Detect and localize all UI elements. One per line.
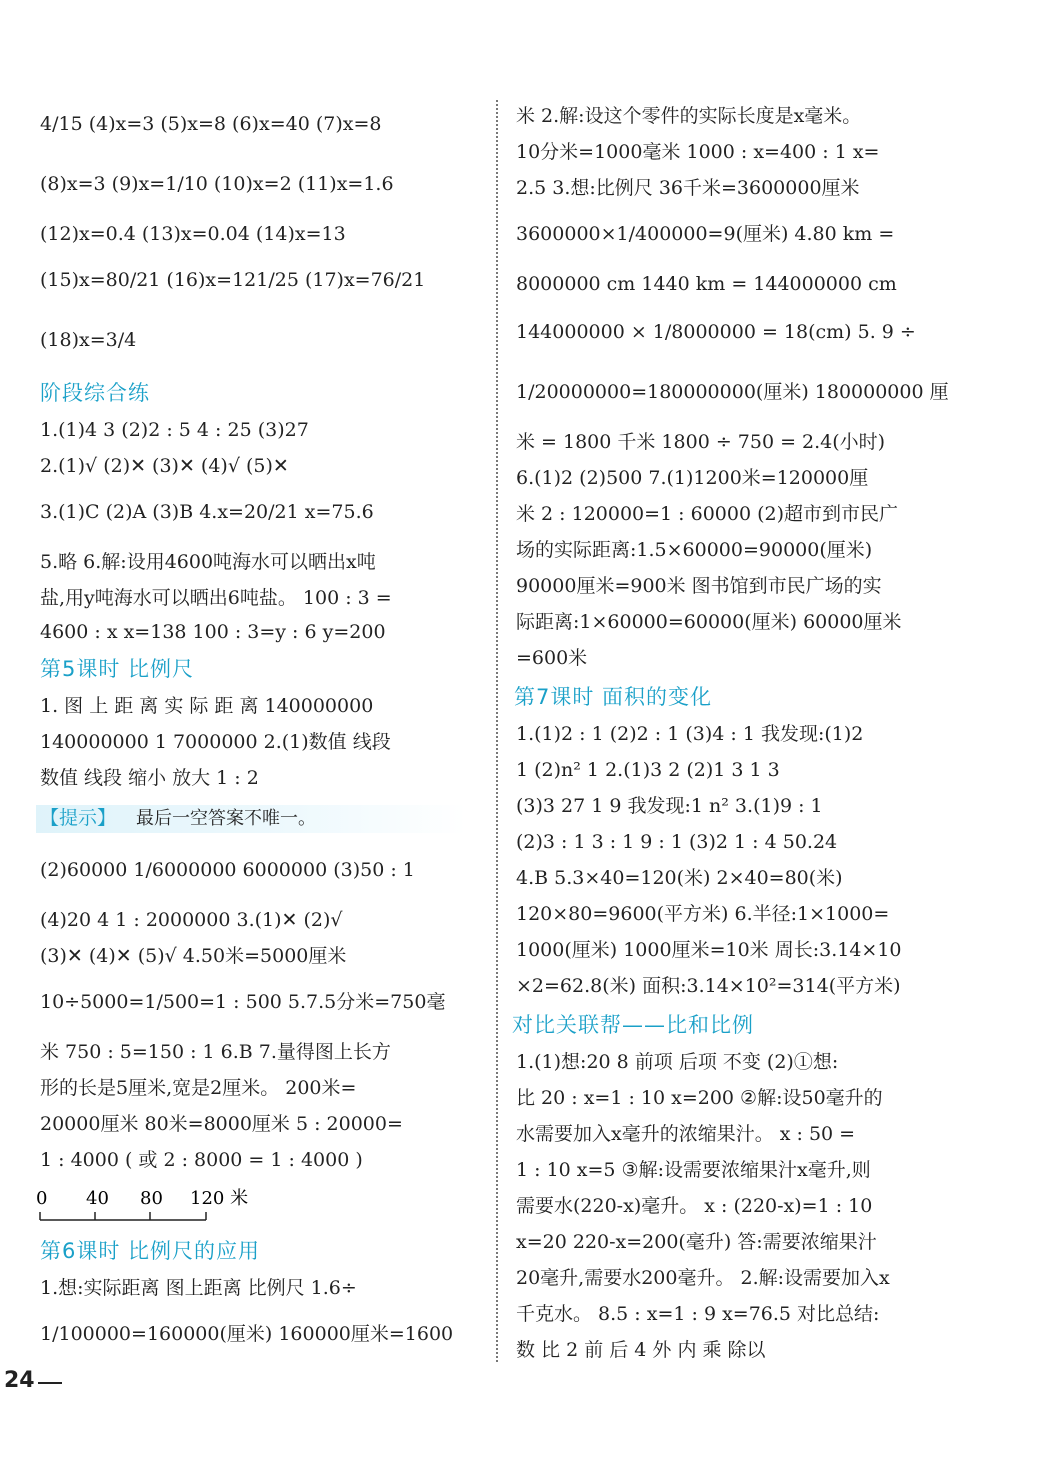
answer-line: (8)x=3 (9)x=1/10 (10)x=2 (11)x=1.6 <box>40 173 394 195</box>
hint-tag: 【提示】 <box>40 807 117 829</box>
answer-line: (3)3 27 1 9 我发现:1 n² 3.(1)9 : 1 <box>516 795 823 817</box>
answer-line: 盐,用y吨海水可以晒出6吨盐。 100 : 3 = <box>40 587 392 609</box>
answer-line: 千克水。 8.5 : x=1 : 9 x=76.5 对比总结: <box>516 1303 880 1325</box>
answer-line: (12)x=0.4 (13)x=0.04 (14)x=13 <box>40 223 346 245</box>
answer-line: 数 比 2 前 后 4 外 内 乘 除以 <box>516 1339 766 1361</box>
answer-line: 6.(1)2 (2)500 7.(1)1200米=120000厘 <box>516 467 869 489</box>
answer-line: 1 (2)n² 1 2.(1)3 2 (2)1 3 1 3 <box>516 759 780 781</box>
answer-line: 米 2 : 120000=1 : 60000 (2)超市到市民广 <box>516 503 899 525</box>
hint-text: 最后一空答案不唯一。 <box>136 808 316 829</box>
answer-line: 数值 线段 缩小 放大 1 : 2 <box>40 767 259 789</box>
answer-line: 3600000×1/400000=9(厘米) 4.80 km = <box>516 223 895 245</box>
answer-line: 际距离:1×60000=60000(厘米) 60000厘米 <box>516 611 902 633</box>
answer-line: 2.5 3.想:比例尺 36千米=3600000厘米 <box>516 177 860 199</box>
answer-line: 形的长是5厘米,宽是2厘米。 200米= <box>40 1077 357 1099</box>
page-number-dash <box>38 1382 62 1384</box>
answer-line: 140000000 1 7000000 2.(1)数值 线段 <box>40 731 391 753</box>
answer-line: 1/100000=160000(厘米) 160000厘米=1600 <box>40 1323 454 1345</box>
section-title: 第7课时 面积的变化 <box>514 685 713 709</box>
answer-line: 90000厘米=900米 图书馆到市民广场的实 <box>516 575 882 597</box>
answer-line: ×2=62.8(米) 面积:3.14×10²=314(平方米) <box>516 975 901 997</box>
answer-line: 4600 : x x=138 100 : 3=y : 6 y=200 <box>40 621 386 643</box>
section-title: 阶段综合练 <box>40 381 150 405</box>
answer-line: 20000厘米 80米=8000厘米 5 : 20000= <box>40 1113 403 1135</box>
scale-label: 0 <box>36 1188 48 1209</box>
answer-line: 5.略 6.解:设用4600吨海水可以晒出x吨 <box>40 551 376 573</box>
answer-line: 4.B 5.3×40=120(米) 2×40=80(米) <box>516 867 843 889</box>
section-title: 第5课时 比例尺 <box>40 657 195 681</box>
answer-line: 1.(1)4 3 (2)2 : 5 4 : 25 (3)27 <box>40 419 309 441</box>
scale-label: 80 <box>140 1188 163 1209</box>
answer-line: (4)20 4 1 : 2000000 3.(1)✕ (2)√ <box>40 909 343 931</box>
scale-label: 120 米 <box>190 1188 249 1209</box>
answer-line: 144000000 × 1/8000000 = 18(cm) 5. 9 ÷ <box>516 321 916 343</box>
answer-line: 比 20 : x=1 : 10 x=200 ②解:设50毫升的 <box>516 1087 883 1109</box>
page-number: 24 <box>4 1368 35 1393</box>
column-divider <box>496 100 498 1362</box>
answer-line: 场的实际距离:1.5×60000=90000(厘米) <box>516 539 873 561</box>
answer-line: 1.(1)想:20 8 前项 后项 不变 (2)①想: <box>516 1051 839 1073</box>
answer-line: 1.想:实际距离 图上距离 比例尺 1.6÷ <box>40 1277 357 1299</box>
answer-line: (15)x=80/21 (16)x=121/25 (17)x=76/21 <box>40 269 426 291</box>
answer-line: 1 : 4000 ( 或 2 : 8000 = 1 : 4000 ) <box>40 1149 363 1171</box>
answer-line: 1/20000000=180000000(厘米) 180000000 厘 <box>516 381 949 403</box>
answer-line: 20毫升,需要水200毫升。 2.解:设需要加入x <box>516 1267 890 1289</box>
answer-line: (18)x=3/4 <box>40 329 137 351</box>
section-title: 第6课时 比例尺的应用 <box>40 1239 261 1263</box>
scale-label: 40 <box>86 1188 109 1209</box>
answer-line: x=20 220-x=200(毫升) 答:需要浓缩果汁 <box>516 1231 877 1253</box>
answer-line: 1 : 10 x=5 ③解:设需要浓缩果汁x毫升,则 <box>516 1159 871 1181</box>
answer-line: 1. 图 上 距 离 实 际 距 离 140000000 <box>40 695 374 717</box>
section-title: 对比关联帮——比和比例 <box>512 1013 754 1037</box>
answer-line: 1000(厘米) 1000厘米=10米 周长:3.14×10 <box>516 939 902 961</box>
answer-line: (2)3 : 1 3 : 1 9 : 1 (3)2 1 : 4 50.24 <box>516 831 838 853</box>
scale-bar <box>36 1186 266 1226</box>
answer-line: (2)60000 1/6000000 6000000 (3)50 : 1 <box>40 859 415 881</box>
answer-line: 8000000 cm 1440 km = 144000000 cm <box>516 273 897 295</box>
answer-line: 3.(1)C (2)A (3)B 4.x=20/21 x=75.6 <box>40 501 374 523</box>
answer-line: 米 750 : 5=150 : 1 6.B 7.量得图上长方 <box>40 1041 391 1063</box>
answer-line: 120×80=9600(平方米) 6.半径:1×1000= <box>516 903 890 925</box>
answer-line: 需要水(220-x)毫升。 x : (220-x)=1 : 10 <box>516 1195 873 1217</box>
answer-line: 2.(1)√ (2)✕ (3)✕ (4)√ (5)✕ <box>40 455 289 477</box>
answer-line: 10÷5000=1/500=1 : 500 5.7.5分米=750毫 <box>40 991 446 1013</box>
answer-line: 10分米=1000毫米 1000 : x=400 : 1 x= <box>516 141 880 163</box>
answer-line: 1.(1)2 : 1 (2)2 : 1 (3)4 : 1 我发现:(1)2 <box>516 723 864 745</box>
answer-line: =600米 <box>516 647 588 669</box>
answer-line: 4/15 (4)x=3 (5)x=8 (6)x=40 (7)x=8 <box>40 113 382 135</box>
answer-line: 米 2.解:设这个零件的实际长度是x毫米。 <box>516 105 862 127</box>
answer-line: 米 = 1800 千米 1800 ÷ 750 = 2.4(小时) <box>516 431 886 453</box>
answer-line: (3)✕ (4)✕ (5)√ 4.50米=5000厘米 <box>40 945 347 967</box>
answer-line: 水需要加入x毫升的浓缩果汁。 x : 50 = <box>516 1123 856 1145</box>
